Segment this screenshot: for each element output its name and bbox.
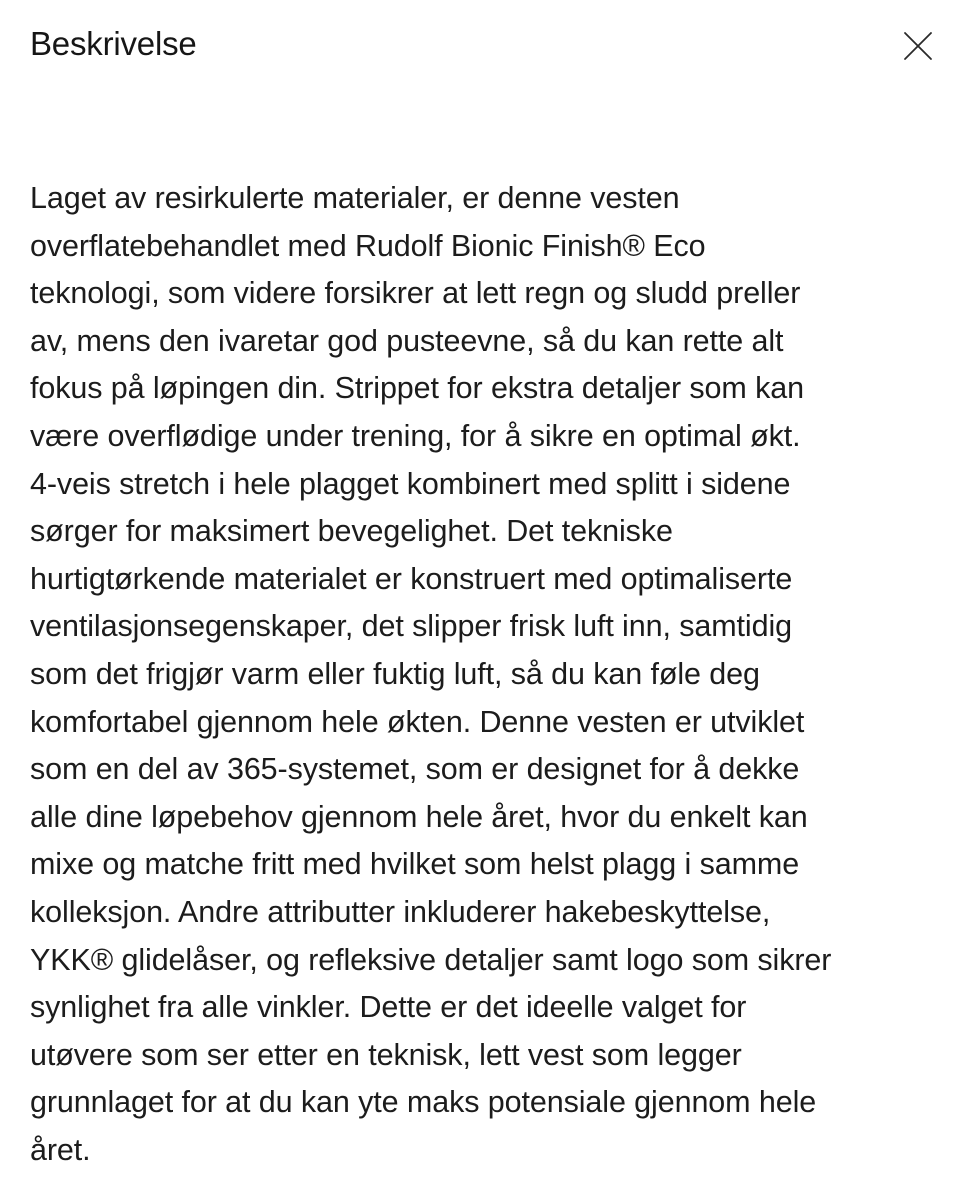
close-button[interactable]: [898, 26, 938, 66]
dialog-header: [30, 22, 940, 72]
description-line: grunnlaget for at du kan yte maks potensiale gjennom hele: [30, 1085, 817, 1120]
description-line: YKK® glidelåser, og refleksive detaljer samt logo som sikrer: [30, 942, 832, 977]
description-text: [30, 175, 935, 1174]
description-line: være overflødige under trening, for å sikre en optimal økt.: [30, 418, 801, 453]
description-line: hurtigtørkende materialet er konstruert med optimaliserte: [30, 561, 793, 596]
description-line: komfortabel gjennom hele økten. Denne vesten er utviklet: [30, 704, 805, 739]
description-line: som en del av 365-systemet, som er designet for å dekke: [30, 752, 800, 787]
description-line: kolleksjon. Andre attributter inkluderer hakebeskyttelse,: [30, 894, 771, 929]
description-line: av, mens den ivaretar god pusteevne, så du kan rette alt: [30, 323, 784, 358]
description-line: mixe og matche fritt med hvilket som helst plagg i samme: [30, 847, 800, 882]
description-line: fokus på løpingen din. Strippet for ekstra detaljer som kan: [30, 371, 804, 406]
description-line: teknologi, som videre forsikrer at lett regn og sludd preller: [30, 276, 801, 311]
description-line: utøvere som ser etter en teknisk, lett vest som legger: [30, 1037, 742, 1072]
description-line: 4-veis stretch i hele plagget kombinert med splitt i sidene: [30, 466, 791, 501]
description-line: året.: [30, 1132, 91, 1167]
description-line: som det frigjør varm eller fuktig luft, så du kan føle deg: [30, 656, 760, 691]
description-line: alle dine løpebehov gjennom hele året, hvor du enkelt kan: [30, 799, 808, 834]
close-icon: [903, 31, 933, 61]
description-line: synlighet fra alle vinkler. Dette er det ideelle valget for: [30, 990, 747, 1025]
description-line: sørger for maksimert bevegelighet. Det tekniske: [30, 514, 673, 549]
description-line: ventilasjonsegenskaper, det slipper frisk luft inn, samtidig: [30, 609, 792, 644]
dialog-title: Beskrivelse: [30, 25, 197, 62]
description-line: overflatebehandlet med Rudolf Bionic Finish® Eco: [30, 228, 706, 263]
description-line: Laget av resirkulerte materialer, er denne vesten: [30, 181, 680, 215]
